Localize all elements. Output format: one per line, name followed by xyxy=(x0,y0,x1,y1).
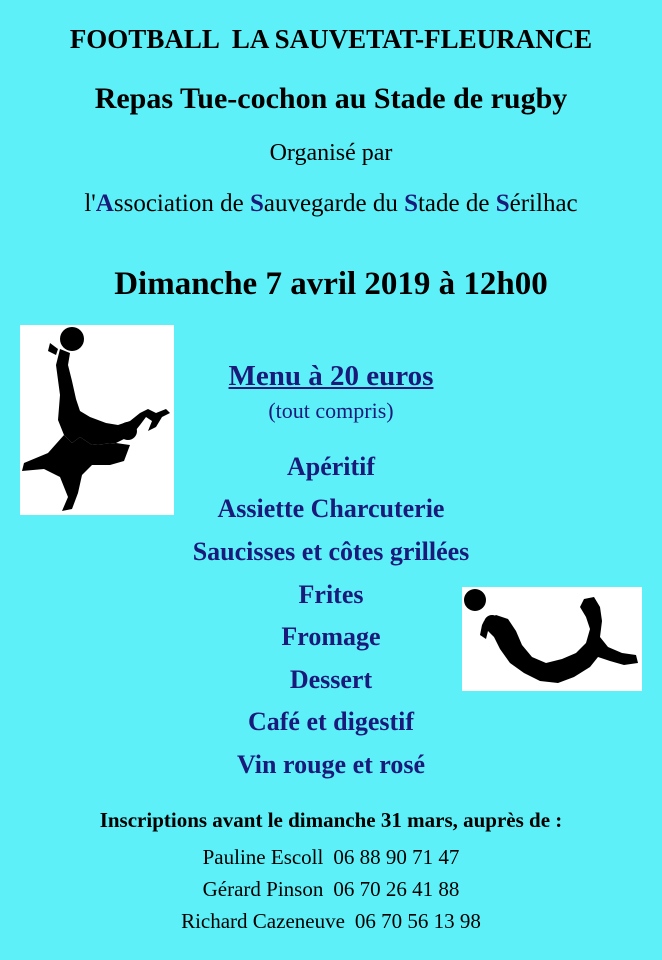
assoc-initial-a: A xyxy=(95,190,114,217)
assoc-initial-s3: S xyxy=(495,190,510,217)
contact-name: Gérard Pinson xyxy=(202,877,324,901)
assoc-initial-s1: S xyxy=(249,190,264,217)
contact-phone: 06 88 90 71 47 xyxy=(333,845,460,869)
assoc-word4: érilhac xyxy=(509,190,578,217)
menu-item: Dessert xyxy=(289,665,373,694)
menu-item: Apéritif xyxy=(286,452,376,481)
menu-item: Vin rouge et rosé xyxy=(237,750,425,779)
event-date: Dimanche 7 avril 2019 à 12h00 xyxy=(114,266,548,302)
menu-item: Fromage xyxy=(281,622,381,651)
registration-text: Inscriptions avant le dimanche 31 mars, auprès de : xyxy=(99,808,563,832)
menu-item: Café et digestif xyxy=(247,707,415,736)
contact-name: Pauline Escoll xyxy=(202,845,324,869)
assoc-prefix: l' xyxy=(84,190,96,217)
menu-item: Frites xyxy=(298,580,364,609)
diving-header-silhouette-icon xyxy=(462,587,642,691)
assoc-word2: auvegarde du xyxy=(263,190,405,217)
menu-item: Assiette Charcuterie xyxy=(217,494,445,523)
contact-row xyxy=(0,909,662,934)
association-name xyxy=(0,190,662,218)
menu-title: Menu à 20 euros xyxy=(228,360,434,392)
menu-subtitle: (tout compris) xyxy=(268,398,394,423)
assoc-word1: ssociation de xyxy=(113,190,250,217)
assoc-initial-s2: S xyxy=(404,190,418,217)
menu-item: Saucisses et côtes grillées xyxy=(192,537,470,566)
contact-phone: 06 70 26 41 88 xyxy=(333,877,460,901)
contact-phone: 06 70 56 13 98 xyxy=(354,909,481,933)
organized-by: Organisé par xyxy=(269,140,393,166)
contact-row xyxy=(0,845,662,870)
event-title: Repas Tue-cochon au Stade de rugby xyxy=(94,82,568,115)
assoc-word3: tade de xyxy=(417,190,496,217)
contact-name: Richard Cazeneuve xyxy=(181,909,345,933)
contact-row xyxy=(0,877,662,902)
club-title: FOOTBALL LA SAUVETAT-FLEURANCE xyxy=(69,24,593,54)
